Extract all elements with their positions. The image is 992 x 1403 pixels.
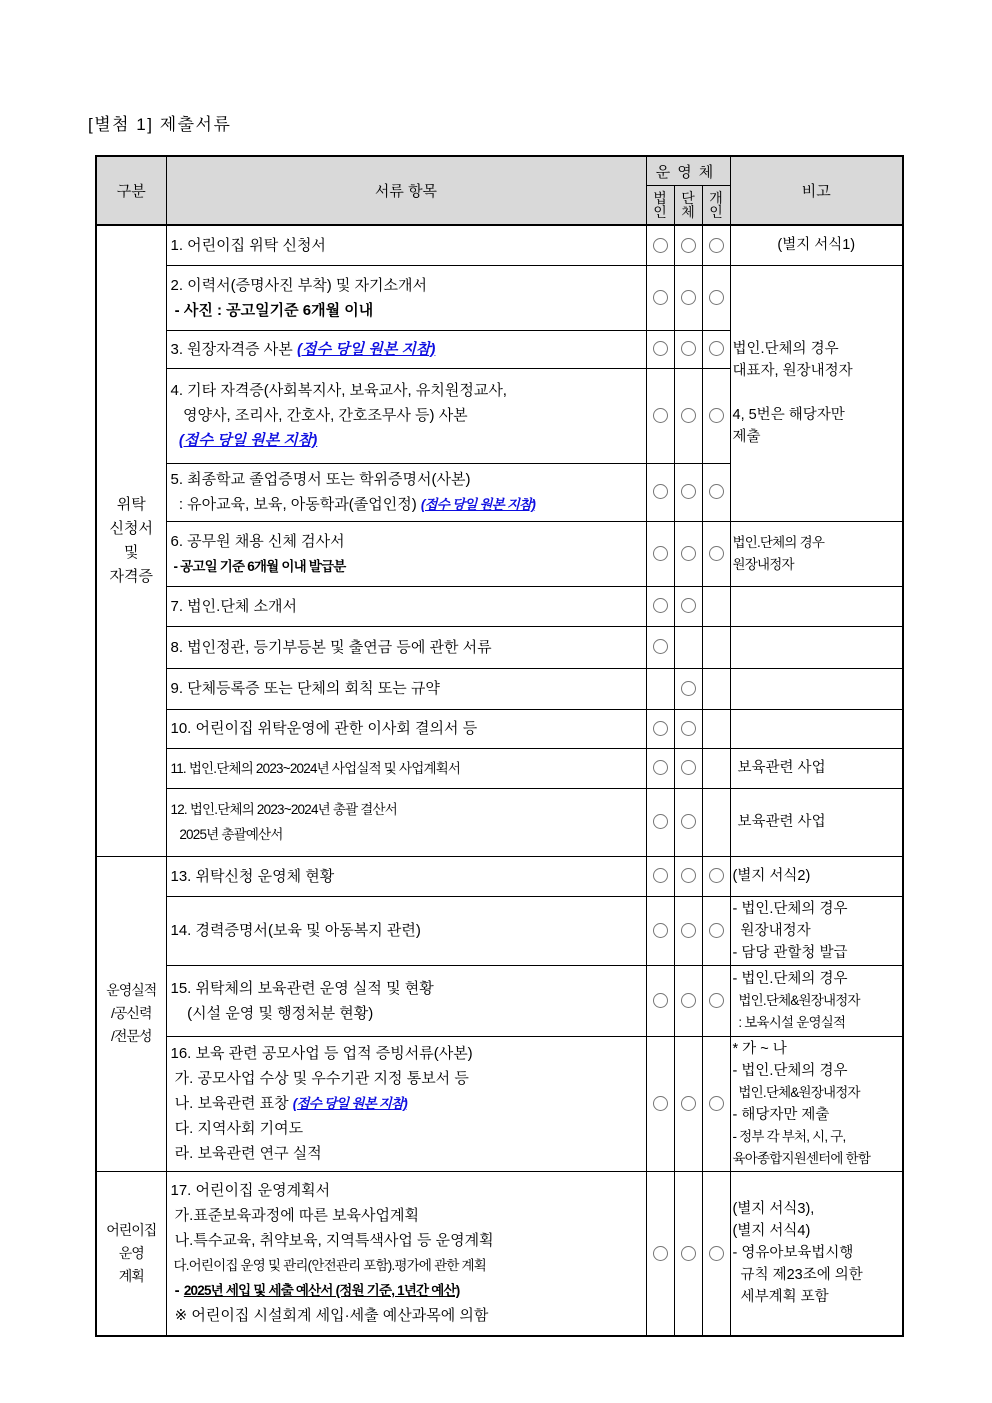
item-cell: 16. 보육 관련 공모사업 등 업적 증빙서류(사본) 가. 공모사업 수상 및 우수기관 지정 통보서 등 나. 보육관련 표창 (접수 당일 원본 지참) 다. 지역사회 기여도 라. 보육관련 연구 실적: [166, 1036, 646, 1171]
remark-cell: [730, 586, 903, 626]
operator-cell-gaein: [702, 463, 730, 521]
operator-cell-beopin: [646, 265, 674, 330]
operator-cell-gaein: [702, 856, 730, 896]
circle-mark: [681, 1246, 696, 1261]
item-cell: 17. 어린이집 운영계획서 가.표준보육과정에 따른 보육사업계획 나.특수교육, 취약보육, 지역특색사업 등 운영계획 다.어린이집 운영 및 관리(안전관리 포함).평가에 관한 계획 - 2025년 세입 및 세출 예산서 (정원 기준, 1년간 예산) ※ 어린이집 시설회계 세입·세출 예산과목에 의함: [166, 1171, 646, 1336]
circle-mark: [653, 868, 668, 883]
operator-cell-danche: [674, 748, 702, 788]
category-cell: 위탁 신청서 및 자격증: [96, 225, 166, 856]
operator-cell-gaein: [702, 1036, 730, 1171]
table-row: [96, 856, 903, 896]
remark-cell: 보육관련 사업: [730, 748, 903, 788]
operator-cell-gaein: [702, 748, 730, 788]
item-cell: 9. 단체등록증 또는 단체의 회칙 또는 규약: [166, 668, 646, 709]
circle-mark: [681, 923, 696, 938]
header-remark: 비고: [730, 156, 903, 225]
operator-cell-beopin: [646, 1036, 674, 1171]
remark-cell: - 법인.단체의 경우 원장내정자 - 담당 관할청 발급: [730, 896, 903, 965]
circle-mark: [709, 868, 724, 883]
category-cell: 어린이집 운영 계획: [96, 1171, 166, 1336]
operator-cell-gaein: [702, 330, 730, 368]
circle-mark: [653, 721, 668, 736]
circle-mark: [653, 993, 668, 1008]
circle-mark: [709, 341, 724, 356]
operator-cell-gaein: [702, 586, 730, 626]
circle-mark: [653, 923, 668, 938]
operator-cell-beopin: [646, 368, 674, 463]
circle-mark: [653, 1246, 668, 1261]
item-cell: 6. 공무원 채용 신체 검사서 - 공고일 기준 6개월 이내 발급분: [166, 521, 646, 586]
item-cell: 8. 법인정관, 등기부등본 및 출연금 등에 관한 서류: [166, 626, 646, 668]
submission-documents-table: [95, 155, 904, 1337]
header-operator-danche: 단 체: [674, 186, 702, 226]
circle-mark: [653, 238, 668, 253]
operator-cell-beopin: [646, 330, 674, 368]
operator-cell-beopin: [646, 965, 674, 1036]
operator-cell-beopin: [646, 896, 674, 965]
circle-mark: [681, 993, 696, 1008]
operator-cell-danche: [674, 330, 702, 368]
operator-cell-danche: [674, 626, 702, 668]
item-cell: 13. 위탁신청 운영체 현황: [166, 856, 646, 896]
operator-cell-gaein: [702, 1171, 730, 1336]
circle-mark: [709, 484, 724, 499]
remark-cell: (별지 서식1): [730, 225, 903, 265]
item-cell: 10. 어린이집 위탁운영에 관한 이사회 결의서 등: [166, 709, 646, 748]
operator-cell-beopin: [646, 748, 674, 788]
operator-cell-gaein: [702, 965, 730, 1036]
operator-cell-danche: [674, 1036, 702, 1171]
circle-mark: [709, 993, 724, 1008]
operator-cell-gaein: [702, 668, 730, 709]
circle-mark: [681, 598, 696, 613]
circle-mark: [653, 341, 668, 356]
operator-cell-beopin: [646, 225, 674, 265]
table-row: [96, 225, 903, 265]
header-row: [96, 156, 903, 186]
circle-mark: [709, 546, 724, 561]
table-row: [96, 748, 903, 788]
operator-cell-danche: [674, 1171, 702, 1336]
table-row: [96, 521, 903, 586]
circle-mark: [709, 238, 724, 253]
operator-cell-danche: [674, 856, 702, 896]
circle-mark: [681, 721, 696, 736]
circle-mark: [653, 484, 668, 499]
item-cell: 15. 위탁체의 보육관련 운영 실적 및 현황 (시설 운영 및 행정처분 현황): [166, 965, 646, 1036]
operator-cell-gaein: [702, 521, 730, 586]
item-cell: 11. 법인.단체의 2023~2024년 사업실적 및 사업계획서: [166, 748, 646, 788]
header-item: 서류 항목: [166, 156, 646, 225]
circle-mark: [709, 408, 724, 423]
operator-cell-danche: [674, 368, 702, 463]
item-cell: 7. 법인.단체 소개서: [166, 586, 646, 626]
item-cell: 1. 어린이집 위탁 신청서: [166, 225, 646, 265]
header-category: 구분: [96, 156, 166, 225]
table-row: [96, 709, 903, 748]
operator-cell-danche: [674, 896, 702, 965]
table-row: [96, 265, 903, 330]
circle-mark: [681, 238, 696, 253]
circle-mark: [709, 290, 724, 305]
operator-cell-gaein: [702, 368, 730, 463]
circle-mark: [653, 760, 668, 775]
circle-mark: [653, 598, 668, 613]
circle-mark: [681, 1096, 696, 1111]
header-operator-beopin: 법 인: [646, 186, 674, 226]
table-row: [96, 668, 903, 709]
operator-cell-gaein: [702, 265, 730, 330]
remark-cell: [730, 626, 903, 668]
operator-cell-beopin: [646, 521, 674, 586]
operator-cell-danche: [674, 965, 702, 1036]
circle-mark: [681, 290, 696, 305]
circle-mark: [653, 814, 668, 829]
table-row: [96, 896, 903, 965]
operator-cell-gaein: [702, 788, 730, 856]
operator-cell-gaein: [702, 709, 730, 748]
operator-cell-beopin: [646, 463, 674, 521]
table-row: [96, 1171, 903, 1336]
remark-cell: * 가 ~ 나 - 법인.단체의 경우 법인.단체&원장내정자 - 해당자만 제출 - 정부 각 부처, 시, 구, 육아종합지원센터에 한함: [730, 1036, 903, 1171]
page-title: [별첨 1] 제출서류: [88, 115, 232, 134]
circle-mark: [681, 408, 696, 423]
circle-mark: [709, 1246, 724, 1261]
remark-cell: 보육관련 사업: [730, 788, 903, 856]
table-row: [96, 788, 903, 856]
remark-cell: [730, 709, 903, 748]
operator-cell-danche: [674, 225, 702, 265]
operator-cell-danche: [674, 265, 702, 330]
header-operator-gaein: 개 인: [702, 186, 730, 226]
item-cell: 3. 원장자격증 사본 (접수 당일 원본 지참): [166, 330, 646, 368]
operator-cell-gaein: [702, 896, 730, 965]
table-body: [96, 225, 903, 1336]
circle-mark: [653, 1096, 668, 1111]
operator-cell-beopin: [646, 788, 674, 856]
circle-mark: [653, 639, 668, 654]
operator-cell-danche: [674, 788, 702, 856]
item-cell: 5. 최종학교 졸업증명서 또는 학위증명서(사본) : 유아교육, 보육, 아동학과(졸업인정) (접수 당일 원본 지참): [166, 463, 646, 521]
operator-cell-danche: [674, 521, 702, 586]
operator-cell-beopin: [646, 626, 674, 668]
operator-cell-danche: [674, 668, 702, 709]
operator-cell-beopin: [646, 1171, 674, 1336]
table-row: [96, 626, 903, 668]
item-cell: 4. 기타 자격증(사회복지사, 보육교사, 유치원정교사, 영양사, 조리사, 간호사, 간호조무사 등) 사본 (접수 당일 원본 지참): [166, 368, 646, 463]
operator-cell-danche: [674, 463, 702, 521]
circle-mark: [653, 546, 668, 561]
table-row: [96, 586, 903, 626]
circle-mark: [653, 290, 668, 305]
circle-mark: [681, 484, 696, 499]
circle-mark: [681, 681, 696, 696]
operator-cell-danche: [674, 586, 702, 626]
item-cell: 2. 이력서(증명사진 부착) 및 자기소개서 - 사진 : 공고일기준 6개월 이내: [166, 265, 646, 330]
table-row: [96, 965, 903, 1036]
category-cell: 운영실적 /공신력 /전문성: [96, 856, 166, 1171]
circle-mark: [681, 546, 696, 561]
remark-cell: (별지 서식3), (별지 서식4) - 영유아보육법시행 규칙 제23조에 의한 세부계획 포함: [730, 1171, 903, 1336]
item-cell: 12. 법인.단체의 2023~2024년 총괄 결산서 2025년 총괄예산서: [166, 788, 646, 856]
operator-cell-beopin: [646, 709, 674, 748]
header-operator-group: 운영체: [646, 156, 730, 186]
item-cell: 14. 경력증명서(보육 및 아동복지 관련): [166, 896, 646, 965]
remark-cell: (별지 서식2): [730, 856, 903, 896]
operator-cell-beopin: [646, 856, 674, 896]
table-row: [96, 1036, 903, 1171]
operator-cell-beopin: [646, 586, 674, 626]
circle-mark: [653, 408, 668, 423]
operator-cell-gaein: [702, 626, 730, 668]
circle-mark: [681, 868, 696, 883]
circle-mark: [681, 814, 696, 829]
circle-mark: [681, 341, 696, 356]
remark-cell: - 법인.단체의 경우 법인.단체&원장내정자 : 보육시설 운영실적: [730, 965, 903, 1036]
operator-cell-beopin: [646, 668, 674, 709]
operator-cell-gaein: [702, 225, 730, 265]
operator-cell-danche: [674, 709, 702, 748]
circle-mark: [709, 923, 724, 938]
circle-mark: [709, 1096, 724, 1111]
remark-cell: [730, 668, 903, 709]
circle-mark: [681, 760, 696, 775]
remark-cell: 법인.단체의 경우 원장내정자: [730, 521, 903, 586]
remark-cell: 법인.단체의 경우 대표자, 원장내정자 4, 5번은 해당자만 제출: [730, 265, 903, 521]
